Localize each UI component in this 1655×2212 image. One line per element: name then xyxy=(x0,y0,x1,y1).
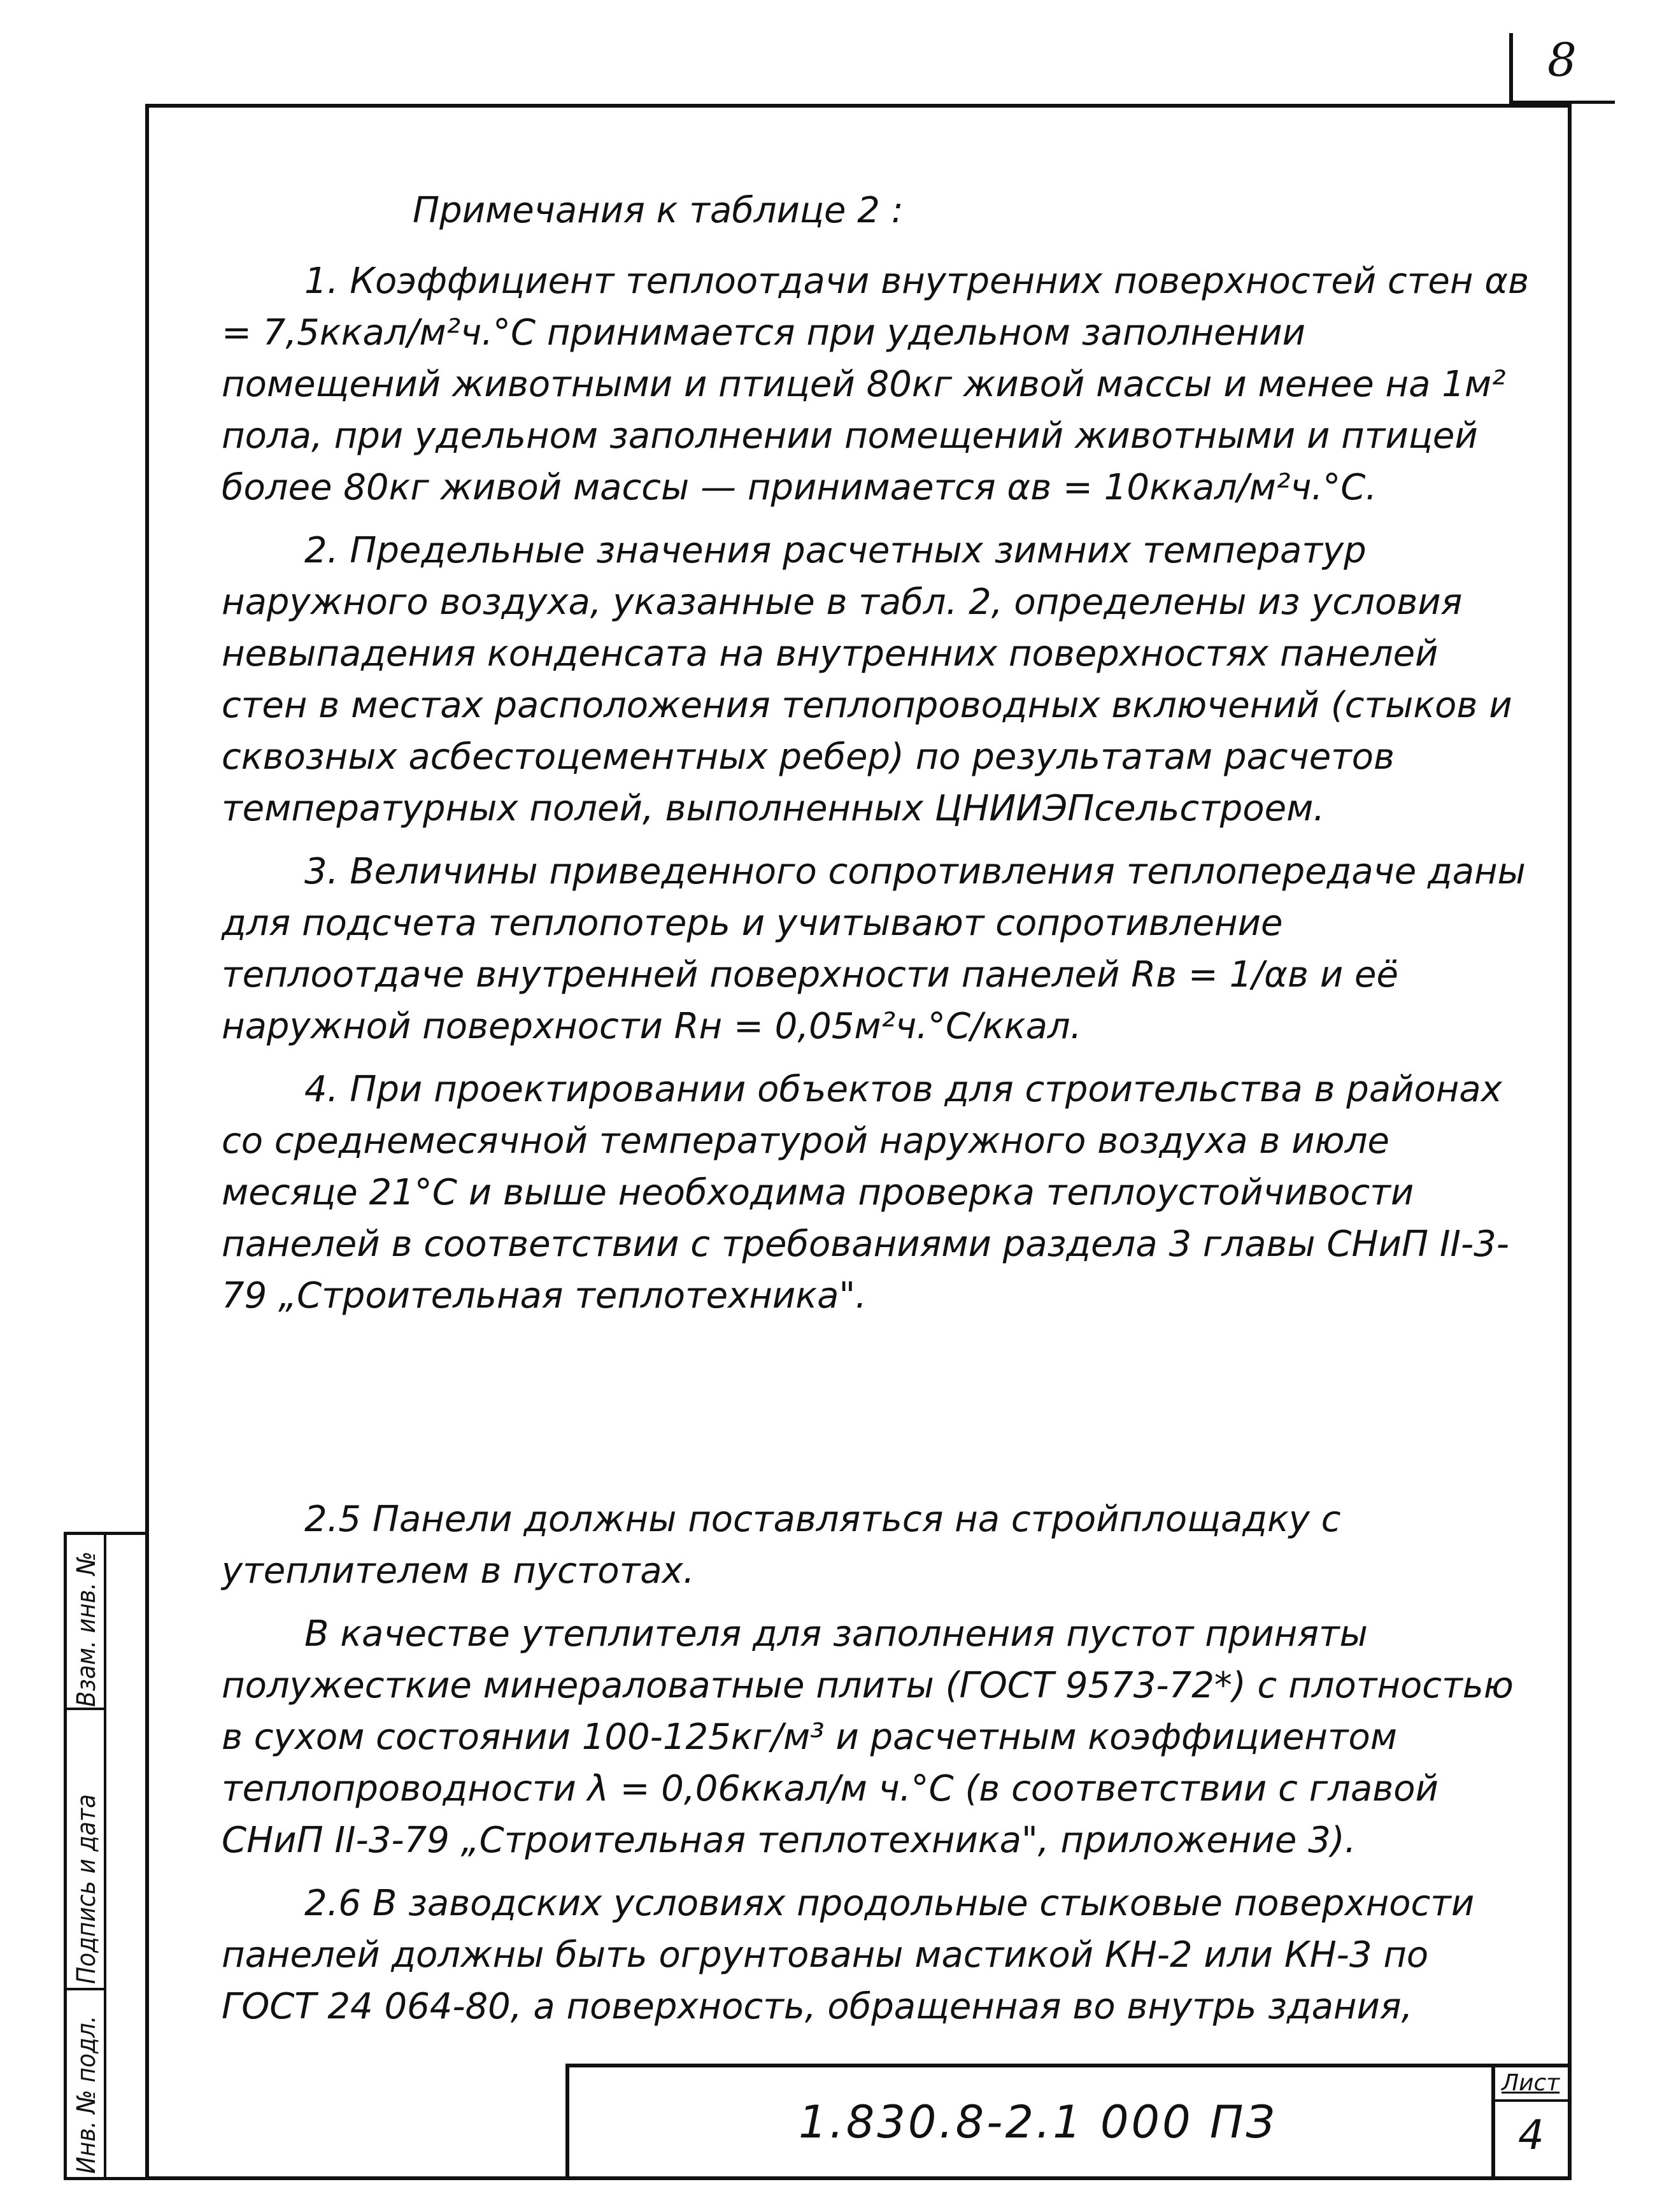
note-item: 1. Коэффициент теплоотдачи внутренних поверхностей стен αв = 7,5ккал/м²ч.°С принимается при удельном заполнении помещений животными и птицей 80кг живой массы и менее на 1м² пола, при удельном заполнении помещений животными и птицей более 80кг живой массы — принимается αв = 10ккал/м²ч.°С. xyxy=(222,260,1530,508)
note-item: 3. Величины приведенного сопротивления теплопередаче даны для подсчета теплопотерь и учитывают сопротивление теплоотдаче внутренней поверхности панелей Rв = 1/αв и её наружной поверхности Rн = 0,05м²ч.°С/ккал. xyxy=(222,851,1526,1047)
title-block xyxy=(565,2064,1572,2180)
paragraph-2-5-insulation: В качестве утеплителя для заполнения пустот приняты полужесткие минераловатные плиты (ГОСТ 9573-72*) с плотностью в сухом состоянии 100-125кг/м³ и расчетным коэффициентом теплопроводности λ = 0,06ккал/м ч.°С (в соответствии с главой СНиП II-3-79 „Строительная теплотехника", приложение 3). xyxy=(222,1613,1514,1861)
top-corner-rule xyxy=(1509,33,1513,106)
paragraph-2-6: 2.6 В заводских условиях продольные стыковые поверхности панелей должны быть огрунтованы мастикой КН-2 или КН-3 по ГОСТ 24 064-80, а поверхность, обращенная во внутрь здания, xyxy=(222,1883,1475,2027)
side-cell-replacement xyxy=(67,1535,106,1710)
section-2-5 xyxy=(222,1494,1533,2044)
notes-heading: Примечания к таблице 2 : xyxy=(413,190,904,231)
side-cell-inventory xyxy=(67,1990,106,2177)
document-code: 1.830.8-2.1 000 ПЗ xyxy=(799,2096,1277,2148)
note-item: 2. Предельные значения расчетных зимних температур наружного воздуха, указанные в табл. 2, определены из условия невыпадения конденсата на внутренних поверхностях панелей стен в местах расположения теплопроводных включений (стыков и сквозных асбестоцементных ребер) по результатам расчетов температурных полей, выполненных ЦНИИЭПсельстроем. xyxy=(222,530,1512,829)
sheet-number: 4 xyxy=(1518,2112,1544,2159)
sheet-cell xyxy=(1491,2067,1568,2176)
paragraph-2-5: 2.5 Панели должны поставляться на стройплощадку с утеплителем в пустотах. xyxy=(222,1499,1341,1592)
side-cell-signature xyxy=(67,1710,106,1990)
note-item: 4. При проектировании объектов для строительства в районах со среднемесячной температурой наружного воздуха в июле месяце 21°С и выше необходима проверка теплоустойчивости панелей в соответствии с требованиями раздела 3 главы СНиП II-3-79 „Строительная теплотехника". xyxy=(222,1069,1510,1316)
sheet-label: Лист xyxy=(1502,2070,1560,2096)
sheet-divider xyxy=(1495,2099,1568,2102)
page-number: 8 xyxy=(1547,33,1577,87)
side-label-signature: Подпись и дата xyxy=(72,1794,101,1984)
side-stamp xyxy=(64,1532,149,2180)
notes-body xyxy=(222,185,1533,1333)
side-label-inventory: Инв. № подл. xyxy=(72,2015,101,2174)
side-label-replacement: Взам. инв. № xyxy=(72,1551,101,1707)
